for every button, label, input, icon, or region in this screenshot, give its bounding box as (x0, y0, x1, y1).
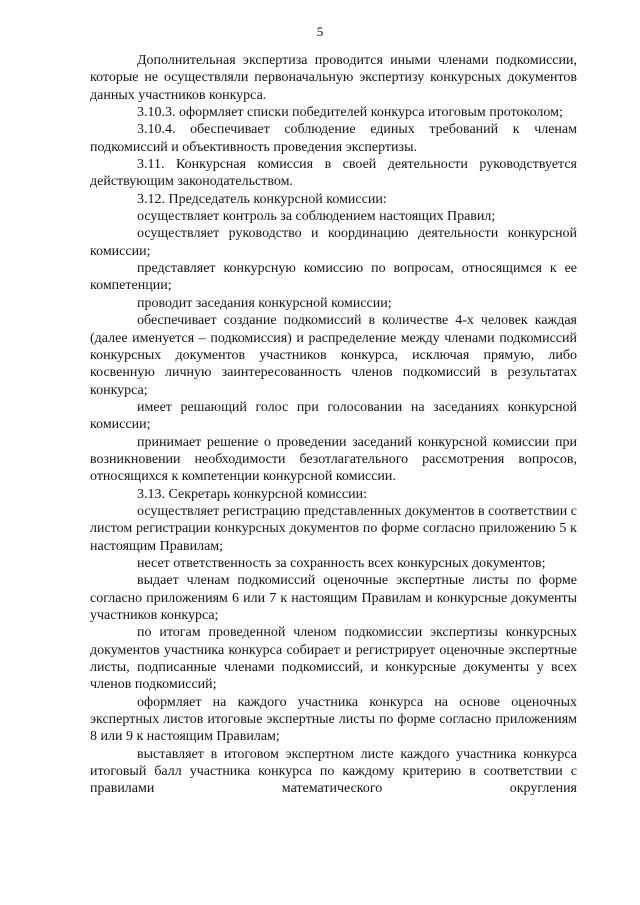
document-body (90, 52, 577, 798)
paragraph: представляет конкурсную комиссию по вопросам, относящимся к ее компетенции; (90, 261, 577, 294)
paragraph: выдает членам подкомиссий оценочные экспертные листы по форме согласно приложениям 6 или 7 к настоящим Правилам и конкурсные документы участников конкурса; (90, 573, 577, 623)
paragraph: осуществляет руководство и координацию деятельности конкурсной комиссии; (90, 226, 577, 259)
paragraph: имеет решающий голос при голосовании на заседаниях конкурсной комиссии; (90, 399, 577, 433)
paragraph: проводит заседания конкурсной комиссии; (137, 295, 392, 311)
paragraph: 3.11. Конкурсная комиссия в своей деятельности руководствуется действующим законодательством. (90, 157, 577, 190)
page-number: 5 (316, 24, 324, 39)
paragraph: 3.10.4. обеспечивает соблюдение единых требований к членам подкомиссий и объективность проведения экспертизы. (90, 122, 577, 155)
paragraph: обеспечивает создание подкомиссий в количестве 4-х человек каждая (далее именуется – подкомиссия) и распределение между членами подкомиссий конкурсных документов участников конкурса, исключая прямую, либо косвенную личную заинтересованность членов подкомиссий в результатах конкурса; (90, 313, 577, 398)
paragraph: выставляет в итоговом экспертном листе каждого участника конкурса итоговый балл участника конкурса по каждому критерию в соответствии с правилами математического округления (90, 746, 577, 797)
paragraph: по итогам проведенной членом подкомиссии экспертизы конкурсных документов участника конкурса собирает и регистрирует оценочные экспертные листы, подписанные членами подкомиссий, и конкурсные документы у всех членов подкомиссий; (90, 625, 577, 693)
section-heading: 3.12. Председатель конкурсной комиссии: (137, 191, 387, 207)
section-heading: 3.13. Секретарь конкурсной комиссии: (137, 486, 367, 502)
paragraph: 3.10.3. оформляет списки победителей конкурса итоговым протоколом; (137, 105, 563, 121)
paragraph: принимает решение о проведении заседаний конкурсной комиссии при возникновении необходимости безотлагательного рассмотрения вопросов, относящихся к компетенции конкурсной комиссии. (90, 434, 577, 485)
paragraph: осуществляет регистрацию представленных документов в соответствии с листом регистрации конкурсных документов по форме согласно приложению 5 к настоящим Правилам; (90, 503, 577, 554)
paragraph: осуществляет контроль за соблюдением настоящих Правил; (137, 209, 496, 225)
paragraph: оформляет на каждого участника конкурса на основе оценочных экспертных листов итоговые экспертные листы по форме согласно приложениям 8 или 9 к настоящим Правилам; (90, 694, 577, 745)
paragraph: Дополнительная экспертиза проводится иными членами подкомиссии, которые не осуществляли первоначальную экспертизу конкурсных документов данных участников конкурса. (90, 53, 577, 103)
paragraph: несет ответственность за сохранность всех конкурсных документов; (137, 555, 546, 571)
